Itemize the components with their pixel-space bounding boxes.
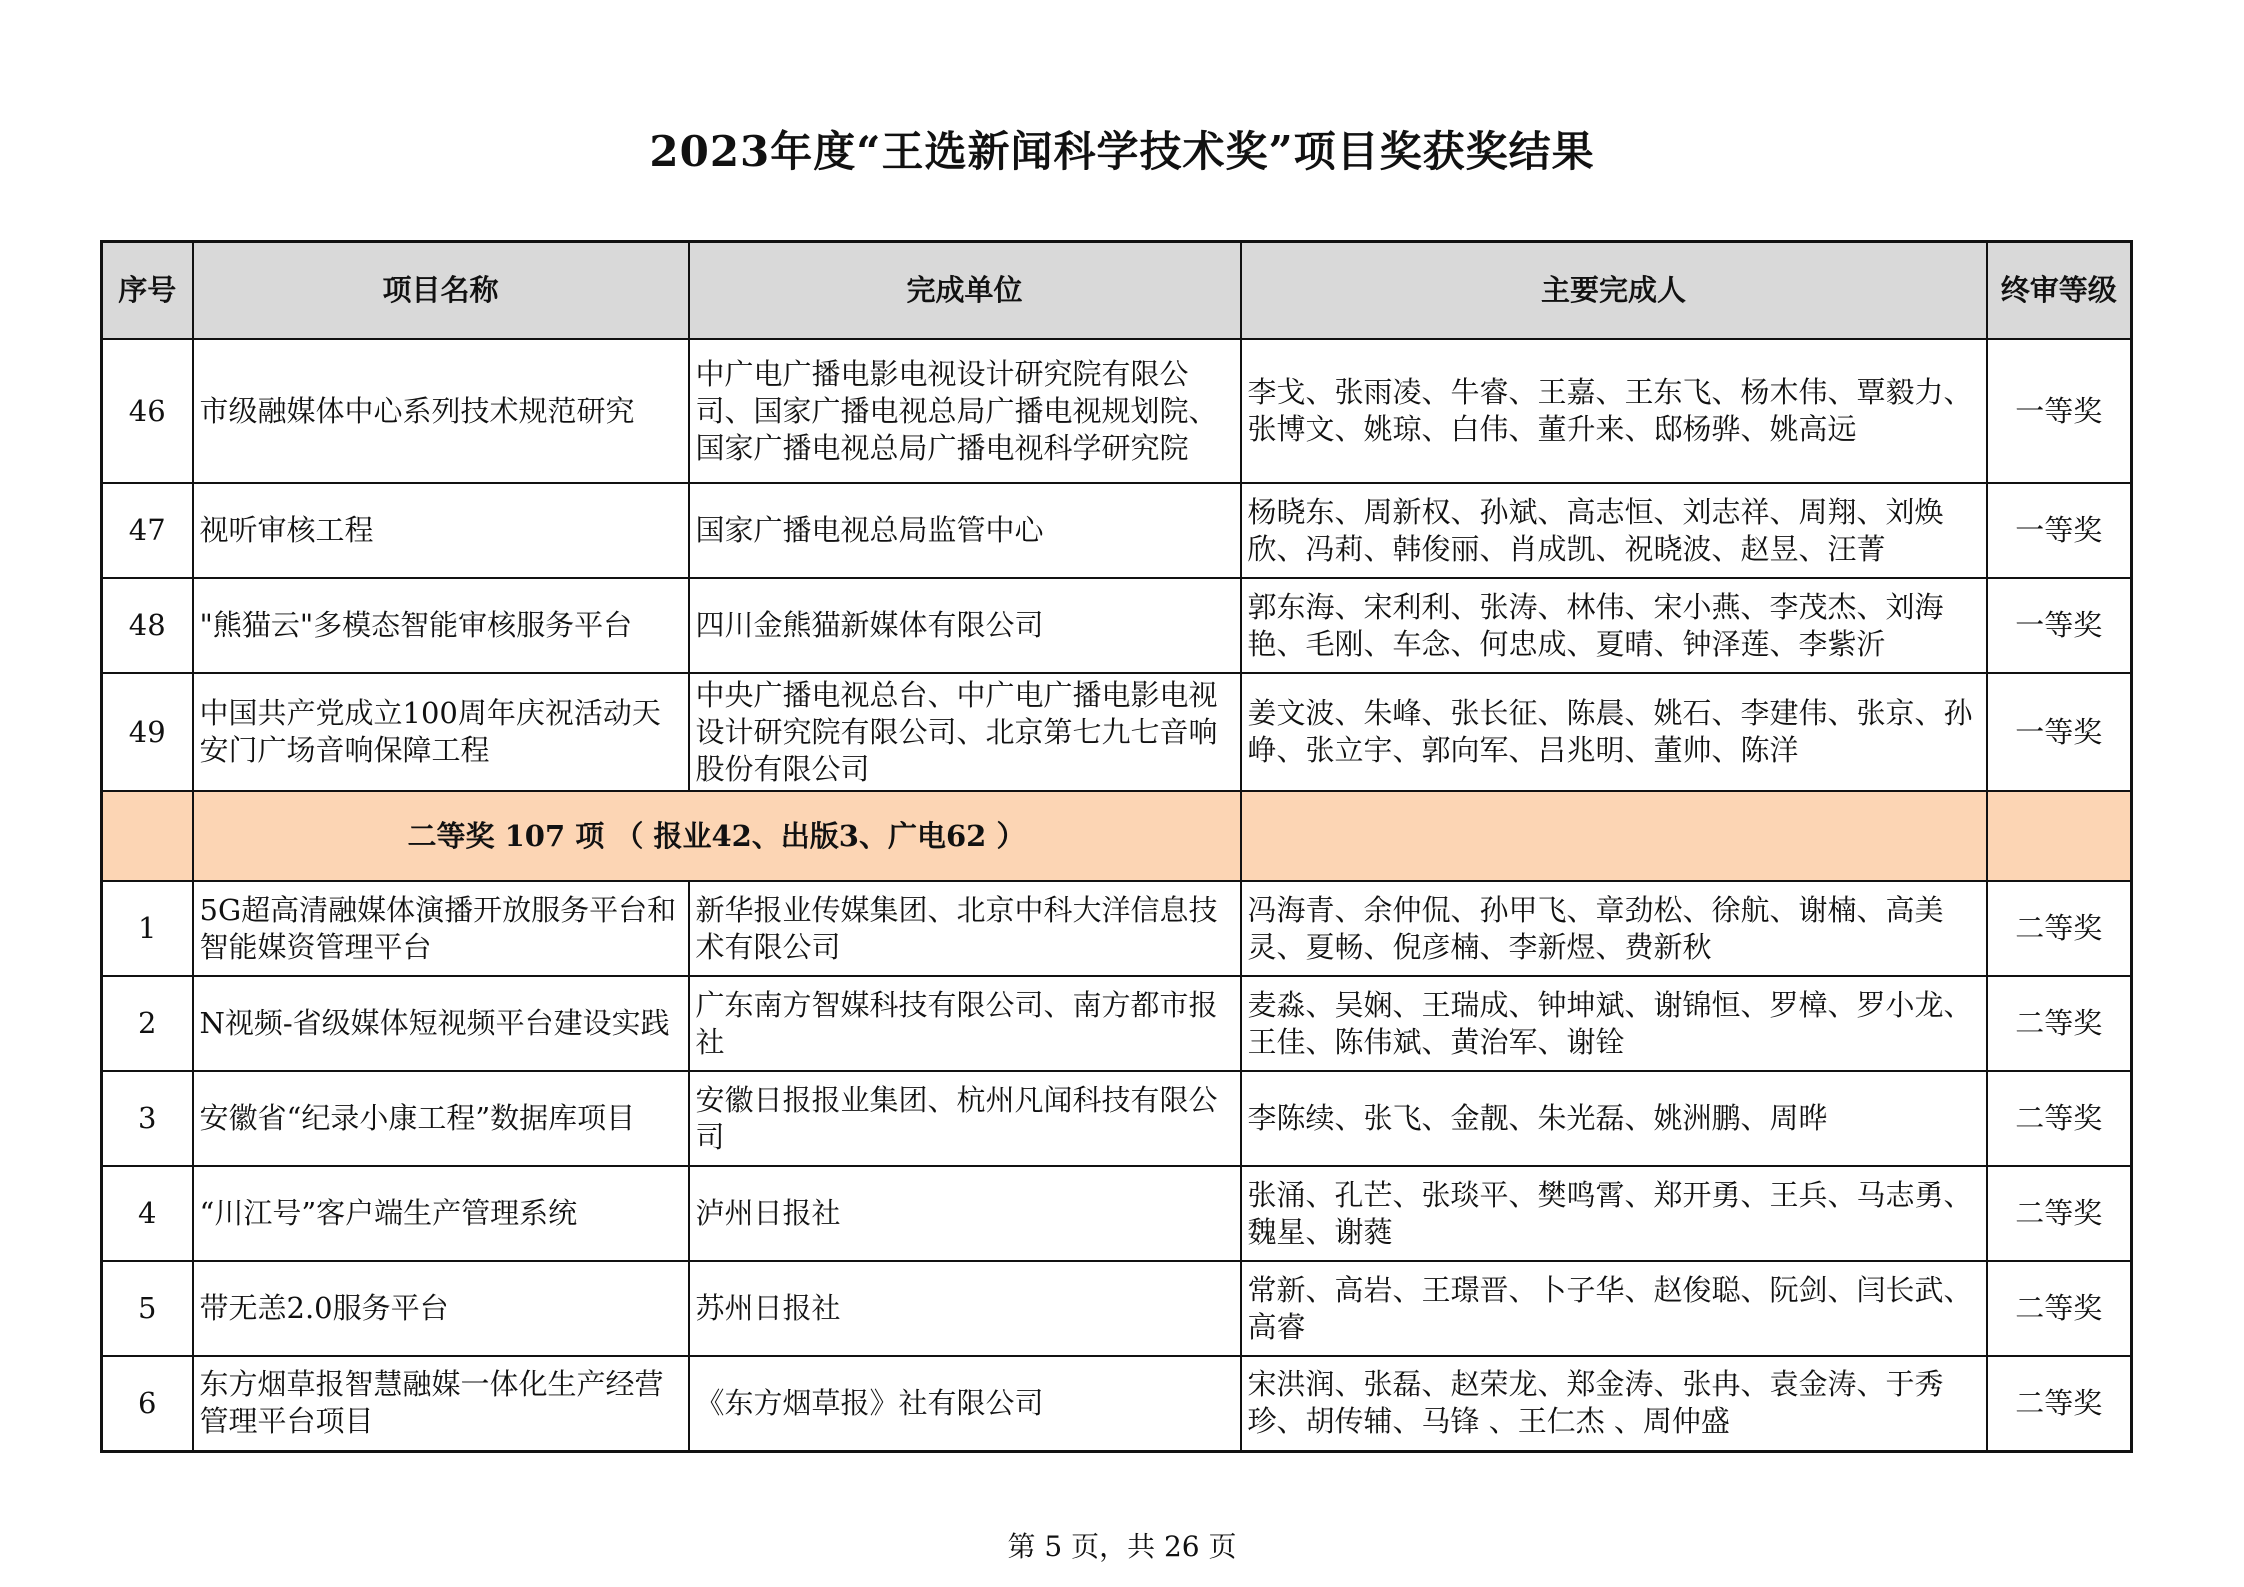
row-people: 麦淼、吴娴、王瑞成、钟坤斌、谢锦恒、罗樟、罗小龙、王佳、陈伟斌、黄治军、谢铨 (1241, 976, 1987, 1071)
row-seq: 6 (102, 1356, 193, 1451)
page-footer: 第 5 页，共 26 页 (1007, 1530, 1237, 1563)
row-unit: 中央广播电视总台、中广电广播电影电视设计研究院有限公司、北京第七九七音响股份有限公司 (689, 673, 1241, 791)
header-final-level: 终审等级 (1987, 242, 2132, 340)
row-seq: 46 (102, 339, 193, 483)
row-unit: 苏州日报社 (689, 1261, 1241, 1356)
header-completion-unit: 完成单位 (689, 242, 1241, 340)
table-row (102, 1166, 2132, 1261)
row-level: 一等奖 (1987, 483, 2132, 578)
row-project: 东方烟草报智慧融媒一体化生产经营管理平台项目 (193, 1356, 689, 1451)
row-seq: 3 (102, 1071, 193, 1166)
table-row (102, 339, 2132, 483)
row-people: 宋洪润、张磊、赵荣龙、郑金涛、张冉、袁金涛、于秀珍、胡传辅、马锋 、王仁杰 、周仲盛 (1241, 1356, 1987, 1451)
row-project: N视频-省级媒体短视频平台建设实践 (193, 976, 689, 1071)
row-level: 二等奖 (1987, 1261, 2132, 1356)
row-project: 中国共产党成立100周年庆祝活动天安门广场音响保障工程 (193, 673, 689, 791)
table-header-row (102, 242, 2132, 340)
row-project: 带无恙2.0服务平台 (193, 1261, 689, 1356)
row-people: 杨晓东、周新权、孙斌、高志恒、刘志祥、周翔、刘焕欣、冯莉、韩俊丽、肖成凯、祝晓波、赵昱、汪菁 (1241, 483, 1987, 578)
row-level: 二等奖 (1987, 1071, 2132, 1166)
row-unit: 泸州日报社 (689, 1166, 1241, 1261)
row-level: 二等奖 (1987, 1166, 2132, 1261)
row-level: 一等奖 (1987, 339, 2132, 483)
row-seq: 4 (102, 1166, 193, 1261)
row-people: 李戈、张雨凌、牛睿、王嘉、王东飞、杨木伟、覃毅力、张博文、姚琼、白伟、董升来、邸杨骅、姚高远 (1241, 339, 1987, 483)
table-row (102, 1071, 2132, 1166)
row-unit: 国家广播电视总局监管中心 (689, 483, 1241, 578)
row-level: 一等奖 (1987, 673, 2132, 791)
section-empty-cell (102, 791, 193, 881)
row-people: 常新、高岩、王璟晋、卜子华、赵俊聪、阮剑、闫长武、高睿 (1241, 1261, 1987, 1356)
table-row (102, 1261, 2132, 1356)
row-seq: 48 (102, 578, 193, 673)
row-project: "熊猫云"多模态智能审核服务平台 (193, 578, 689, 673)
header-project-name: 项目名称 (193, 242, 689, 340)
row-project: 视听审核工程 (193, 483, 689, 578)
row-unit: 《东方烟草报》社有限公司 (689, 1356, 1241, 1451)
row-project: “川江号”客户端生产管理系统 (193, 1166, 689, 1261)
row-people: 姜文波、朱峰、张长征、陈晨、姚石、李建伟、张京、孙峥、张立宇、郭向军、吕兆明、董帅、陈洋 (1241, 673, 1987, 791)
table-row (102, 976, 2132, 1071)
row-seq: 2 (102, 976, 193, 1071)
row-unit: 中广电广播电影电视设计研究院有限公司、国家广播电视总局广播电视规划院、国家广播电视总局广播电视科学研究院 (689, 339, 1241, 483)
table-row (102, 483, 2132, 578)
row-unit: 安徽日报报业集团、杭州凡闻科技有限公司 (689, 1071, 1241, 1166)
row-project: 安徽省“纪录小康工程”数据库项目 (193, 1071, 689, 1166)
section-empty-cell (1241, 791, 1987, 881)
row-level: 二等奖 (1987, 1356, 2132, 1451)
row-people: 冯海青、余仲侃、孙甲飞、章劲松、徐航、谢楠、高美灵、夏畅、倪彦楠、李新煜、费新秋 (1241, 881, 1987, 976)
row-seq: 1 (102, 881, 193, 976)
page-title: 2023年度“王选新闻科学技术奖”项目奖获奖结果 (649, 127, 1595, 176)
row-project: 市级融媒体中心系列技术规范研究 (193, 339, 689, 483)
row-seq: 5 (102, 1261, 193, 1356)
header-seq: 序号 (102, 242, 193, 340)
table-row (102, 1356, 2132, 1451)
header-main-contributors: 主要完成人 (1241, 242, 1987, 340)
section-label: 二等奖 107 项 （ 报业42、出版3、广电62 ） (193, 791, 1241, 881)
row-seq: 49 (102, 673, 193, 791)
row-people: 李陈续、张飞、金靓、朱光磊、姚洲鹏、周晔 (1241, 1071, 1987, 1166)
row-seq: 47 (102, 483, 193, 578)
row-unit: 四川金熊猫新媒体有限公司 (689, 578, 1241, 673)
row-project: 5G超高清融媒体演播开放服务平台和智能媒资管理平台 (193, 881, 689, 976)
row-level: 二等奖 (1987, 881, 2132, 976)
row-people: 张涌、孔芒、张琰平、樊鸣霄、郑开勇、王兵、马志勇、魏星、谢蕤 (1241, 1166, 1987, 1261)
awards-table (100, 240, 2133, 1453)
row-unit: 广东南方智媒科技有限公司、南方都市报社 (689, 976, 1241, 1071)
table-row (102, 673, 2132, 791)
row-unit: 新华报业传媒集团、北京中科大洋信息技术有限公司 (689, 881, 1241, 976)
row-level: 一等奖 (1987, 578, 2132, 673)
section-empty-cell (1987, 791, 2132, 881)
section-row-second-prize (102, 791, 2132, 881)
table-row (102, 578, 2132, 673)
row-people: 郭东海、宋利利、张涛、林伟、宋小燕、李茂杰、刘海艳、毛刚、车念、何忠成、夏晴、钟泽莲、李紫沂 (1241, 578, 1987, 673)
table-row (102, 881, 2132, 976)
row-level: 二等奖 (1987, 976, 2132, 1071)
